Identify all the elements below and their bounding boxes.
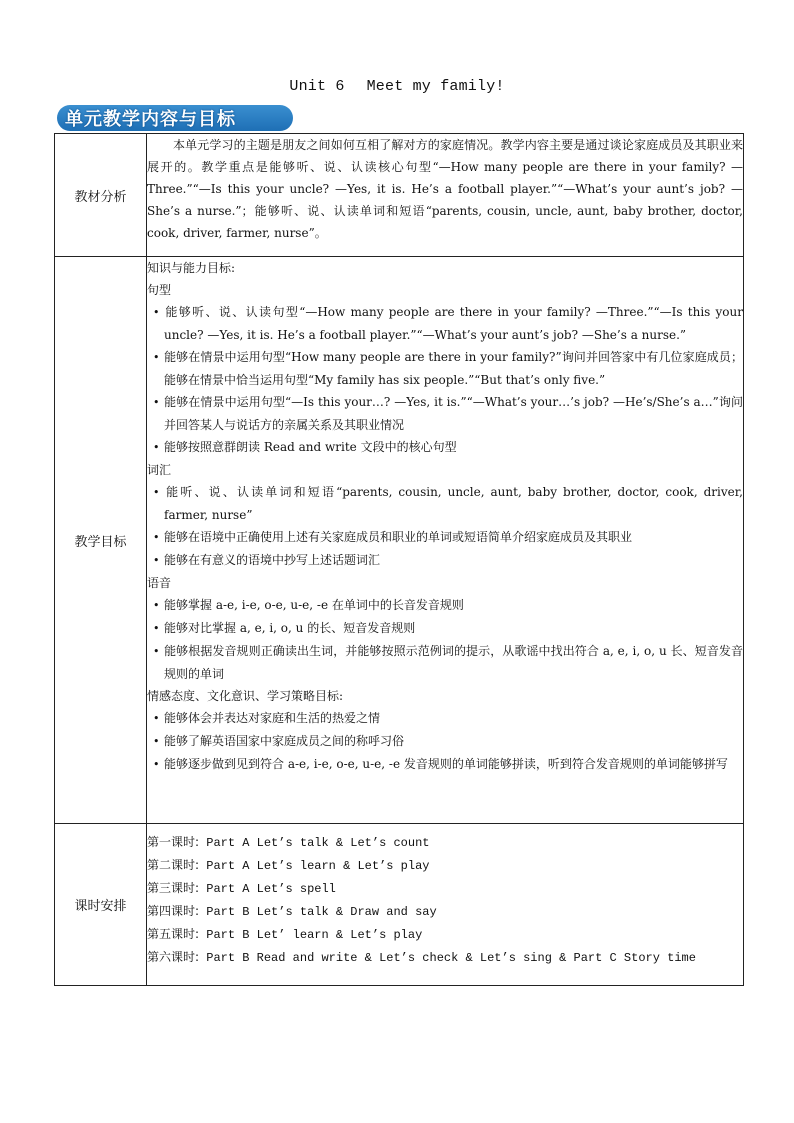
title-name: Meet my family! [366,78,505,95]
row-analysis [55,134,744,257]
lesson-row: 第五课时: Part B Let’ learn & Let’s play [147,927,423,942]
list-item: • 能够按照意群朗读 Read and write 文段中的核心句型 [147,436,743,459]
lesson-row: 第一课时: Part A Let’s talk & Let’s count [147,835,430,850]
list-item: • 能够掌握 a-e, i-e, o-e, u-e, -e 在单词中的长音发音规则 [147,594,743,617]
section-heading-char: 单 [65,109,83,130]
lesson-row: 第三课时: Part A Let’s spell [147,881,336,896]
section-heading-char: 容 [160,109,178,130]
list-item: • 能够在语境中正确使用上述有关家庭成员和职业的单词或短语简单介绍家庭成员及其职业 [147,526,743,549]
unit-plan-table [54,133,744,986]
list-item: • 能够在有意义的语境中抄写上述话题词汇 [147,549,743,572]
section-heading-char: 标 [217,109,235,130]
section-heading-char: 学 [122,109,140,130]
list-item: • 能够了解英语国家中家庭成员之间的称呼习俗 [147,730,743,753]
section-heading-char: 教 [103,109,121,130]
section-heading-char: 元 [84,109,102,130]
list-item: • 能够逐步做到见到符合 a-e, i-e, o-e, u-e, -e 发音规则的单词能够拼读，听到符合发音规则的单词能够拼写 [147,753,743,776]
heading-phonics: 语音 [147,576,172,590]
title-unit: Unit 6 [289,78,345,95]
heading-vocab: 词汇 [147,463,172,477]
row-label-goals: 教学目标 [55,257,147,824]
lesson-row: 第二课时: Part A Let’s learn & Let’s play [147,858,430,873]
lesson-row: 第四课时: Part B Let’s talk & Draw and say [147,904,437,919]
row-label-schedule: 课时安排 [55,824,147,986]
row-goals [55,257,744,824]
row-schedule [55,824,744,986]
section-heading-banner [57,105,293,131]
list-item: • 能够根据发音规则正确读出生词，并能够按照示范例词的提示，从歌谣中找出符合 a, e, i, o, u 长、短音发音规则的单词 [147,640,743,685]
section-heading-char: 目 [198,109,216,130]
list-item: • 能听、说、认读单词和短语“parents, cousin, uncle, aunt, baby brother, doctor, cook, driver, farmer, nurse” [147,481,743,526]
page-title [0,78,794,95]
list-item: • 能够对比掌握 a, e, i, o, u 的长、短音发音规则 [147,617,743,640]
section-heading-char: 与 [179,109,197,130]
heading-affect: 情感态度、文化意识、学习策略目标: [147,689,344,703]
schedule-content [147,824,744,986]
row-label-analysis: 教材分析 [55,134,147,257]
goals-content [147,257,744,824]
heading-knowledge: 知识与能力目标: [147,261,236,275]
list-item: • 能够在情景中运用句型“How many people are there in your family?”询问并回答家中有几位家庭成员；能够在情景中恰当运用句型“My family has six people.”“But that’s only five.” [147,346,743,391]
heading-sentences: 句型 [147,283,172,297]
list-item: • 能够听、说、认读句型“—How many people are there in your family? —Three.”“—Is this your uncle? —Yes, it is. He’s a football player.”“—What’s your aunt’s job? —She’s a nurse.” [147,301,743,346]
analysis-content [147,134,744,257]
list-item: • 能够在情景中运用句型“—Is this your…? —Yes, it is.”“—What’s your…’s job? —He’s/She’s a…”询问并回答某人与说话方的亲属关系及其职业情况 [147,391,743,436]
lesson-row: 第六课时: Part B Read and write & Let’s check & Let’s sing & Part C Story time [147,950,696,965]
section-heading-char: 内 [141,109,159,130]
analysis-text: 本单元学习的主题是朋友之间如何互相了解对方的家庭情况。教学内容主要是通过谈论家庭成员及其职业来展开的。教学重点是能够听、说、认读核心句型“—How many people are there in your family? —Three.”“—Is this your uncle? —Yes, it is. He’s a football player.”“—What’s your aunt’s job? —She’s a nurse.”；能够听、说、认读单词和短语“parents, cousin, uncle, aunt, baby brother, doctor, cook, driver, farmer, nurse”。 [147,138,743,240]
list-item: • 能够体会并表达对家庭和生活的热爱之情 [147,707,743,730]
